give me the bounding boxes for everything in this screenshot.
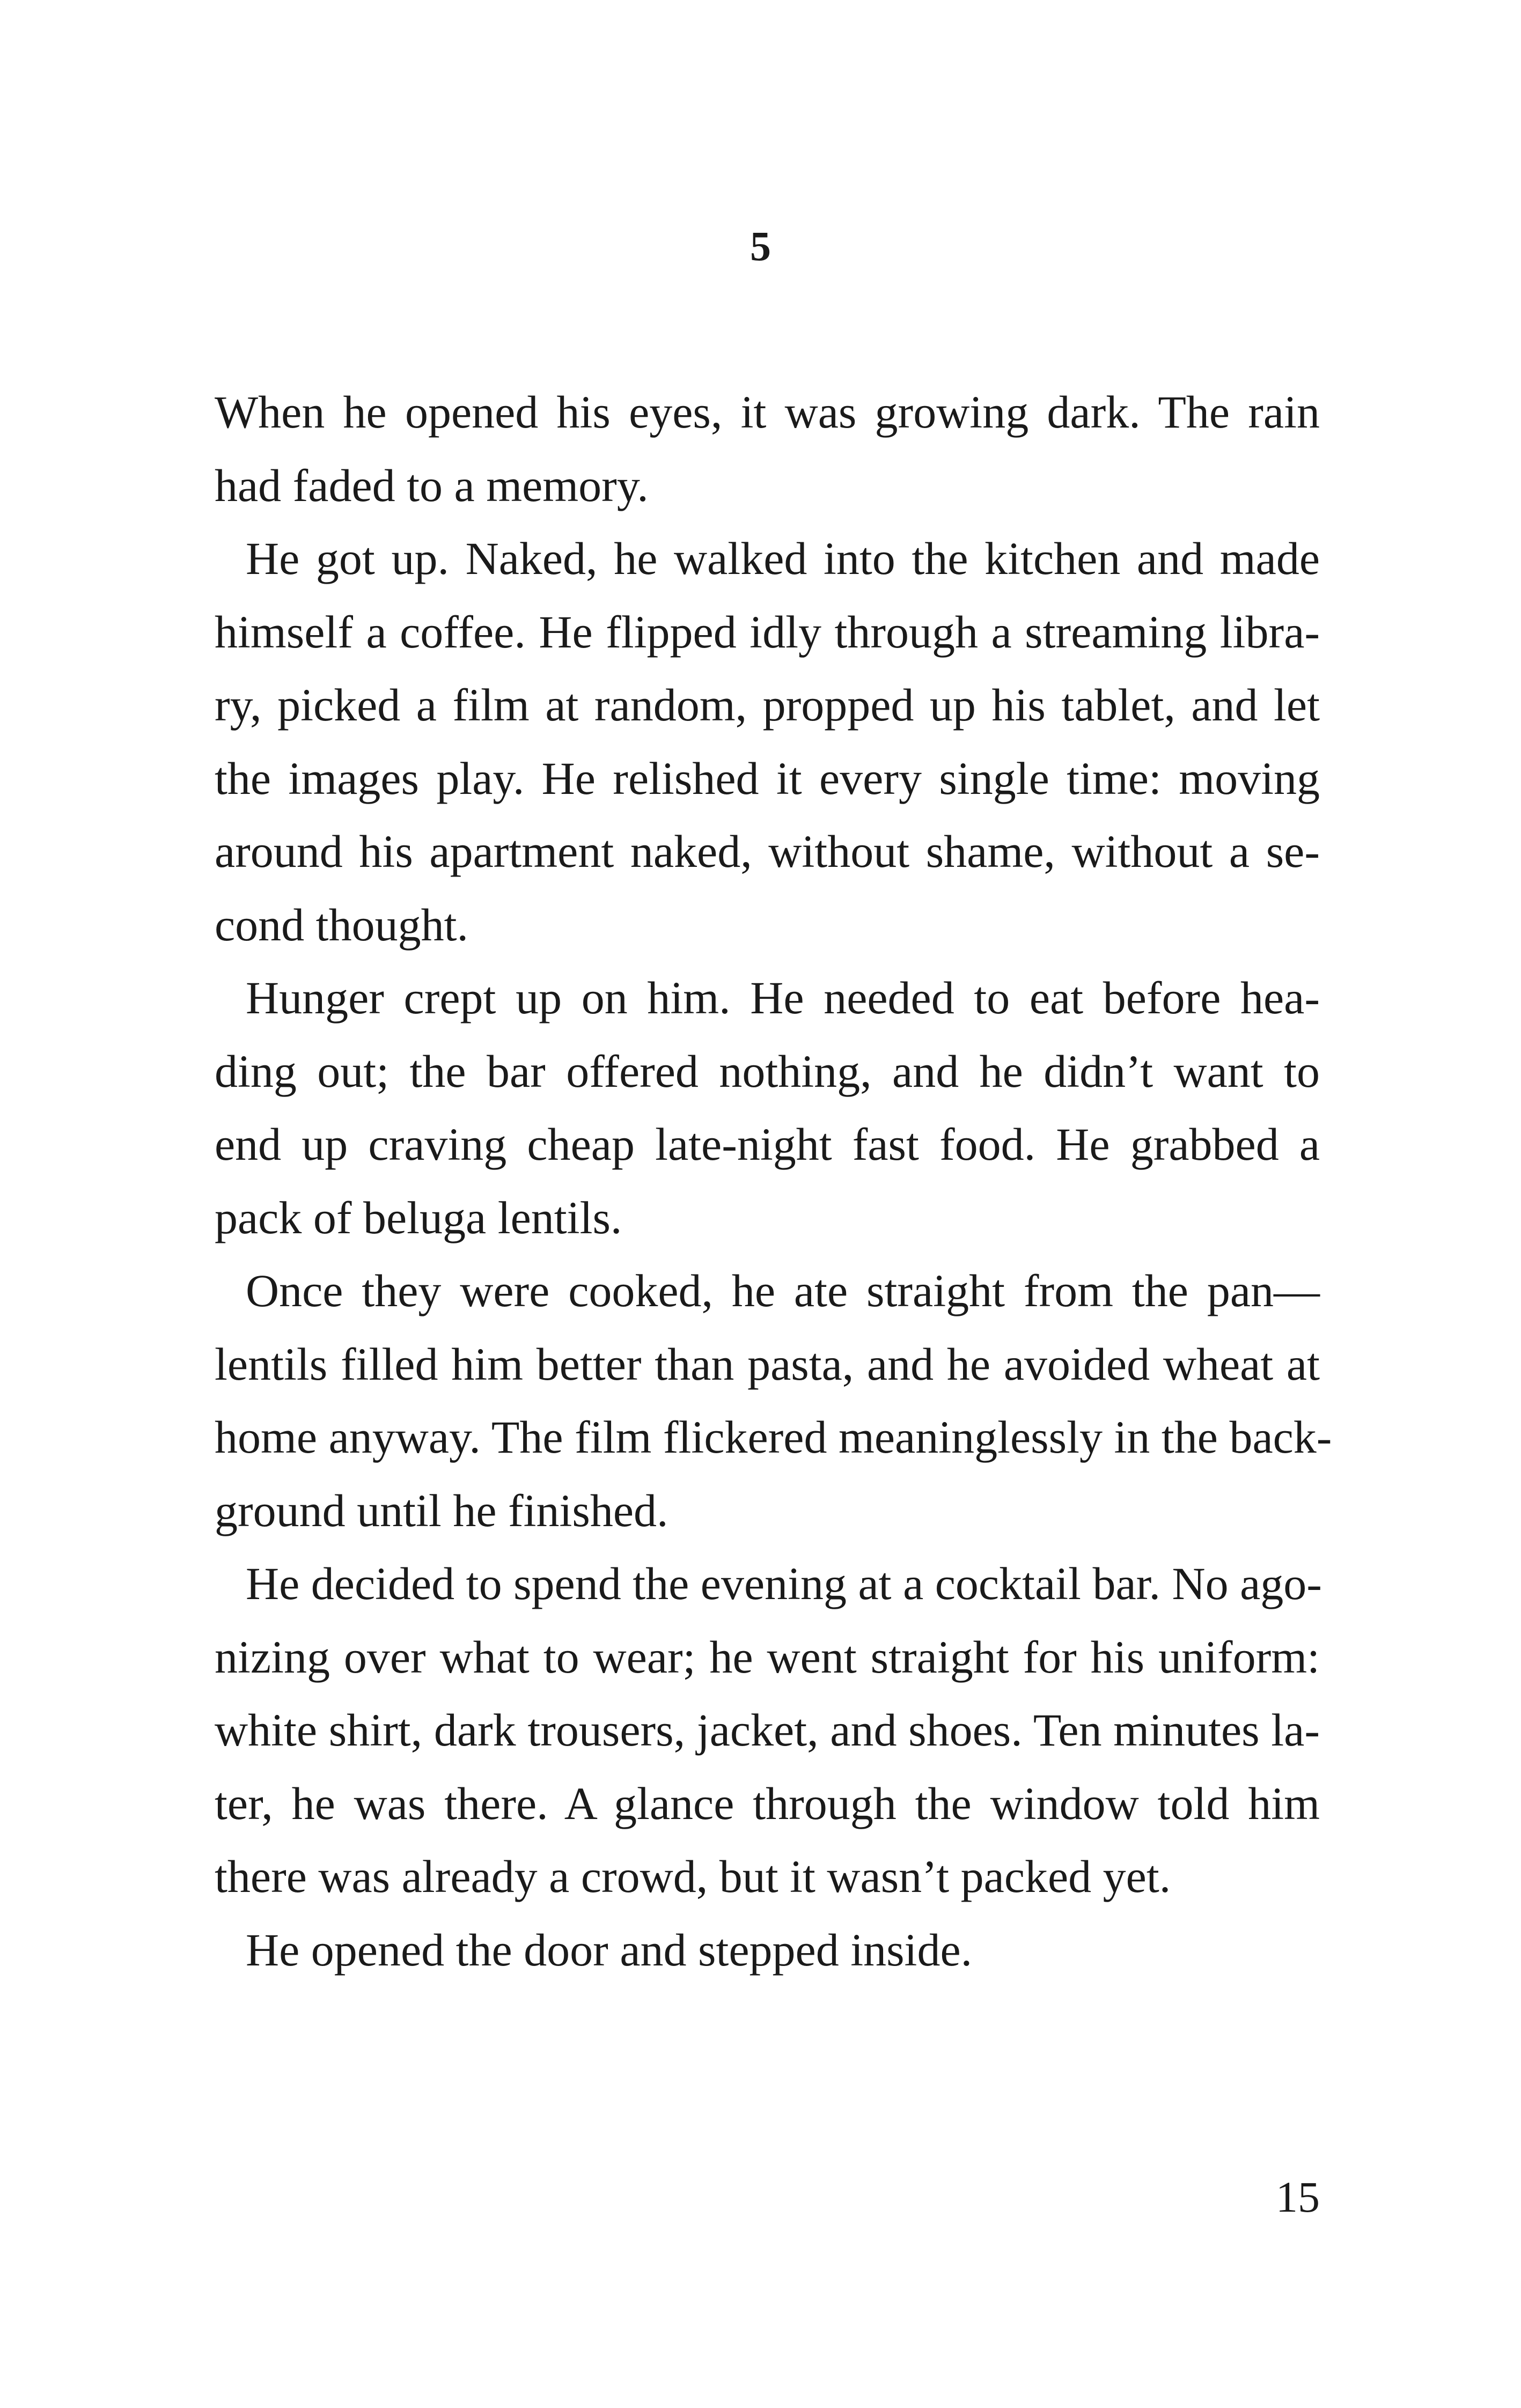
text-line: Hunger crept up on him. He needed to eat before hea- <box>246 972 1320 1023</box>
text-line: the images play. He relished it every single time: moving <box>215 752 1320 804</box>
text-line: himself a coffee. He flipped idly through a streaming libra- <box>215 606 1320 658</box>
text-line: home anyway. The film flickered meaninglessly in the back- <box>215 1411 1332 1463</box>
text-line: around his apartment naked, without shame, without a se- <box>215 826 1320 877</box>
text-line: lentils filled him better than pasta, and he avoided wheat at <box>215 1338 1320 1390</box>
text-line: ding out; the bar offered nothing, and he didn’t want to <box>215 1045 1320 1097</box>
text-line: Once they were cooked, he ate straight from the pan— <box>246 1265 1320 1316</box>
text-line: He decided to spend the evening at a cocktail bar. No ago- <box>246 1558 1322 1609</box>
chapter-number: 5 <box>750 223 771 269</box>
text-line: ter, he was there. A glance through the window told him <box>215 1777 1320 1829</box>
text-line: nizing over what to wear; he went straight for his uniform: <box>215 1631 1320 1683</box>
chapter-body <box>215 375 1332 1986</box>
text-line: end up craving cheap late-night fast food. He grabbed a <box>215 1118 1320 1170</box>
text-line: pack of beluga lentils. <box>215 1191 622 1243</box>
text-line: He opened the door and stepped inside. <box>246 1924 973 1976</box>
text-line: had faded to a memory. <box>215 459 649 511</box>
text-line: white shirt, dark trousers, jacket, and shoes. Ten minutes la- <box>215 1704 1320 1756</box>
text-line: cond thought. <box>215 899 468 951</box>
page-number: 15 <box>1276 2173 1320 2221</box>
text-line: He got up. Naked, he walked into the kitchen and made <box>246 533 1320 584</box>
text-line: there was already a crowd, but it wasn’t packed yet. <box>215 1851 1171 1902</box>
text-line: ground until he finished. <box>215 1484 668 1536</box>
text-line: ry, picked a film at random, propped up his tablet, and let <box>215 679 1320 731</box>
text-line: When he opened his eyes, it was growing dark. The rain <box>215 386 1320 438</box>
